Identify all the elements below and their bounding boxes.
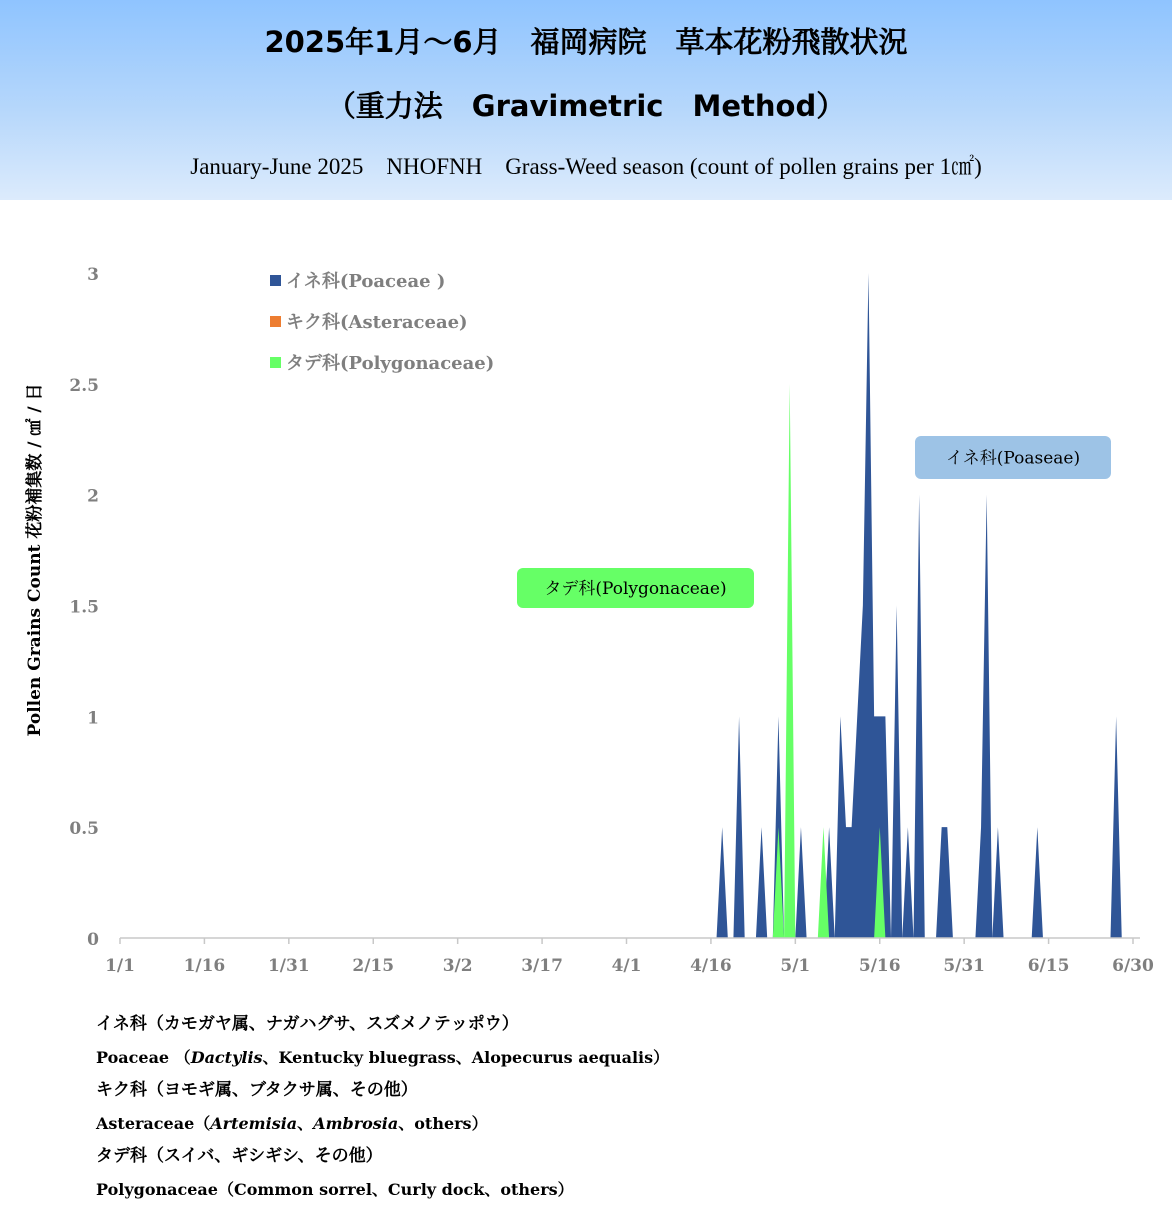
annotations	[517, 436, 1111, 608]
page-title: 2025年1月～6月 福岡病院 草本花粉飛散状況	[264, 25, 908, 59]
note-line: キク科（ヨモギ属、ブタクサ属、その他）	[96, 1080, 418, 1100]
x-tick-label: 1/31	[267, 956, 310, 976]
page-subtitle: January-June 2025 NHOFNH Grass-Weed season (count of pollen grains per 1㎠)	[190, 154, 982, 179]
page-title-method: （重力法 Gravimetric Method）	[326, 89, 846, 123]
species-notes	[96, 1008, 669, 1206]
y-tick-label: 3	[87, 265, 99, 285]
note-text-part: 、others）	[398, 1114, 488, 1133]
y-tick-label: 1.5	[69, 597, 99, 618]
note-line	[96, 1173, 669, 1206]
x-tick-label: 3/2	[442, 956, 473, 976]
note-text-part: 、	[297, 1114, 314, 1133]
x-axis-ticks	[105, 938, 1154, 976]
y-axis-ticks	[69, 265, 99, 950]
x-tick-label: 3/17	[521, 956, 563, 976]
x-tick-label: 1/1	[105, 956, 135, 976]
series-areas	[717, 273, 1122, 938]
note-line	[96, 1107, 669, 1140]
x-tick-label: 5/1	[780, 956, 811, 976]
note-text-part: Artemisia	[210, 1114, 298, 1133]
note-text-part: Poaceae （	[96, 1048, 191, 1067]
x-tick-label: 4/16	[690, 956, 732, 976]
pollen-chart	[0, 200, 1172, 1000]
y-axis-label-group	[24, 384, 45, 737]
legend-label: イネ科(Poaceae )	[286, 271, 446, 292]
annotation-label-polygonaceae: タデ科(Polygonaceae)	[544, 579, 727, 599]
note-text-part: Ambrosia	[313, 1114, 399, 1133]
note-line: イネ科（カモガヤ属、ナガハグサ、スズメノテッポウ）	[96, 1014, 519, 1034]
x-tick-label: 1/16	[183, 956, 226, 976]
y-tick-label: 0	[87, 930, 99, 950]
legend-swatch	[270, 357, 281, 368]
note-line: タデ科（スイバ、ギシギシ、その他）	[96, 1146, 383, 1166]
y-tick-label: 1	[87, 708, 99, 729]
x-tick-label: 5/16	[858, 956, 901, 976]
x-tick-label: 6/30	[1112, 956, 1154, 976]
legend	[270, 270, 494, 374]
note-text-part: 、Kentucky bluegrass、Alopecurus aequalis）	[262, 1048, 670, 1067]
x-tick-label: 4/1	[611, 956, 642, 976]
legend-swatch	[270, 275, 281, 286]
legend-label: キク科(Asteraceae)	[286, 312, 468, 333]
legend-label: タデ科(Polygonaceae)	[286, 353, 495, 374]
x-tick-label: 6/15	[1027, 956, 1070, 976]
y-tick-label: 2	[87, 486, 99, 507]
annotation-label-poaceae: イネ科(Poaseae)	[945, 448, 1081, 469]
note-text-part: Dactylis	[190, 1048, 263, 1067]
y-tick-label: 0.5	[69, 819, 99, 840]
note-line	[96, 1041, 669, 1074]
header-banner	[0, 0, 1172, 200]
note-text-part: Asteraceae（	[96, 1114, 211, 1133]
x-tick-label: 2/15	[352, 956, 395, 976]
y-tick-label: 2.5	[69, 375, 99, 396]
x-tick-label: 5/31	[943, 956, 986, 976]
note-text-part: Polygonaceae（Common sorrel、Curly dock、others）	[96, 1180, 574, 1199]
series-area-poaceae	[717, 273, 1122, 938]
y-axis-label: Pollen Grains Count 花粉補集数 / ㎠ / 日	[25, 383, 45, 737]
legend-swatch	[270, 316, 281, 327]
